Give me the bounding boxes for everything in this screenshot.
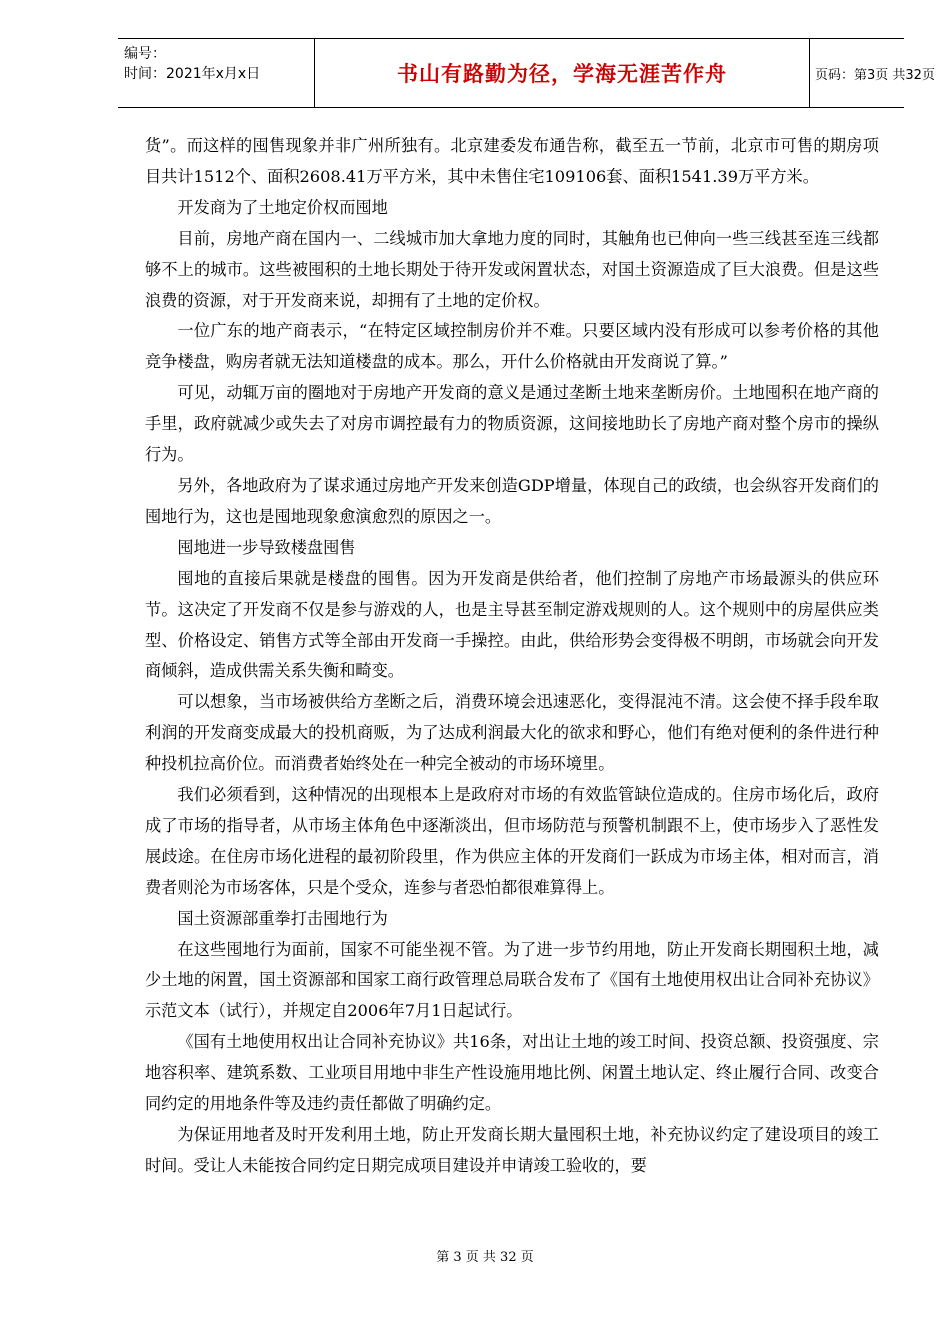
section-heading: 囤地进一步导致楼盘囤售 [177, 537, 356, 557]
body-paragraph: 我们必须看到，这种情况的出现根本上是政府对市场的有效监管缺位造成的。住房市场化后，政府成了市场的指导者，从市场主体角色中逐渐淡出，但市场防范与预警机制跟不上，使市场步入了恶性发展歧途。在住房市场化进程的最初阶段里，作为供应主体的开发商们一跃成为市场主体，相对而言，消费者则沦为市场客体，只是个受众，连参与者恐怕都很难算得上。 [145, 785, 879, 897]
body-paragraph: 另外，各地政府为了谋求通过房地产开发来创造GDP增量，体现自己的政绩，也会纵容开发商们的囤地行为，这也是囤地现象愈演愈烈的原因之一。 [145, 475, 879, 526]
header-motto: 书山有路勤为径，学海无涯苦作舟 [397, 62, 727, 86]
body-paragraph: 目前，房地产商在国内一、二线城市加大拿地力度的同时，其触角也已伸向一些三线甚至连三线都够不上的城市。这些被囤积的土地长期处于待开发或闲置状态，对国土资源造成了巨大浪费。但是这些浪费的资源，对于开发商来说，却拥有了土地的定价权。 [145, 228, 879, 310]
body-paragraph: 《国有土地使用权出让合同补充协议》共16条，对出让土地的竣工时间、投资总额、投资强度、宗地容积率、建筑系数、工业项目用地中非生产性设施用地比例、闲置土地认定、终止履行合同、改变合同约定的用地条件等及违约责任都做了明确约定。 [145, 1032, 879, 1114]
body-paragraph: 囤地的直接后果就是楼盘的囤售。因为开发商是供给者，他们控制了房地产市场最源头的供应环节。这决定了开发商不仅是参与游戏的人，也是主导甚至制定游戏规则的人。这个规则中的房屋供应类型、价格设定、销售方式等全部由开发商一手操控。由此，供给形势会变得极不明朗，市场就会向开发商倾斜，造成供需关系失衡和畸变。 [145, 568, 879, 681]
page-footer: 第 3 页 共 32 页 [436, 1250, 534, 1265]
document-body [145, 131, 879, 1182]
body-paragraph: 货”。而这样的囤售现象并非广州所独有。北京建委发布通告称，截至五一节前，北京市可售的期房项目共计1512个、面积2608.41万平方米，其中未售住宅109106套、面积1541.39万平方米。 [145, 136, 879, 186]
body-paragraph: 一位广东的地产商表示，“在特定区域控制房价并不难。只要区域内没有形成可以参考价格的其他竞争楼盘，购房者就无法知道楼盘的成本。那么，开什么价格就由开发商说了算。” [145, 321, 879, 372]
body-paragraph: 为保证用地者及时开发利用土地，防止开发商长期大量囤积土地，补充协议约定了建设项目的竣工时间。受让人未能按合同约定日期完成项目建设并申请竣工验收的，要 [145, 1125, 879, 1175]
body-paragraph: 可以想象，当市场被供给方垄断之后，消费环境会迅速恶化，变得混沌不清。这会使不择手段牟取利润的开发商变成最大的投机商贩，为了达成利润最大化的欲求和野心，他们有绝对便利的条件进行种种投机拉高价位。而消费者始终处在一种完全被动的市场环境里。 [145, 692, 879, 774]
document-time-label: 时间：2021年x月x日 [124, 66, 261, 82]
header-meta [118, 39, 314, 107]
header-page-info: 页码：第3页 共32页 [815, 67, 935, 83]
body-paragraph: 可见，动辄万亩的圈地对于房地产开发商的意义是通过垄断土地来垄断房价。土地囤积在地产商的手里，政府就减少或失去了对房市调控最有力的物质资源，这间接地助长了房地产商对整个房市的操纵行为。 [145, 383, 879, 465]
section-heading: 国土资源部重拳打击囤地行为 [177, 908, 388, 928]
body-paragraph: 在这些囤地行为面前，国家不可能坐视不管。为了进一步节约用地，防止开发商长期囤积土地，减少土地的闲置，国土资源部和国家工商行政管理总局联合发布了《国有土地使用权出让合同补充协议》示范文本（试行），并规定自2006年7月1日起试行。 [145, 939, 879, 1021]
page-header [118, 38, 935, 108]
section-heading: 开发商为了土地定价权而囤地 [177, 197, 388, 217]
header-page-cell [809, 39, 935, 107]
header-motto-cell [314, 39, 810, 107]
document-number-label: 编号： [124, 46, 166, 62]
